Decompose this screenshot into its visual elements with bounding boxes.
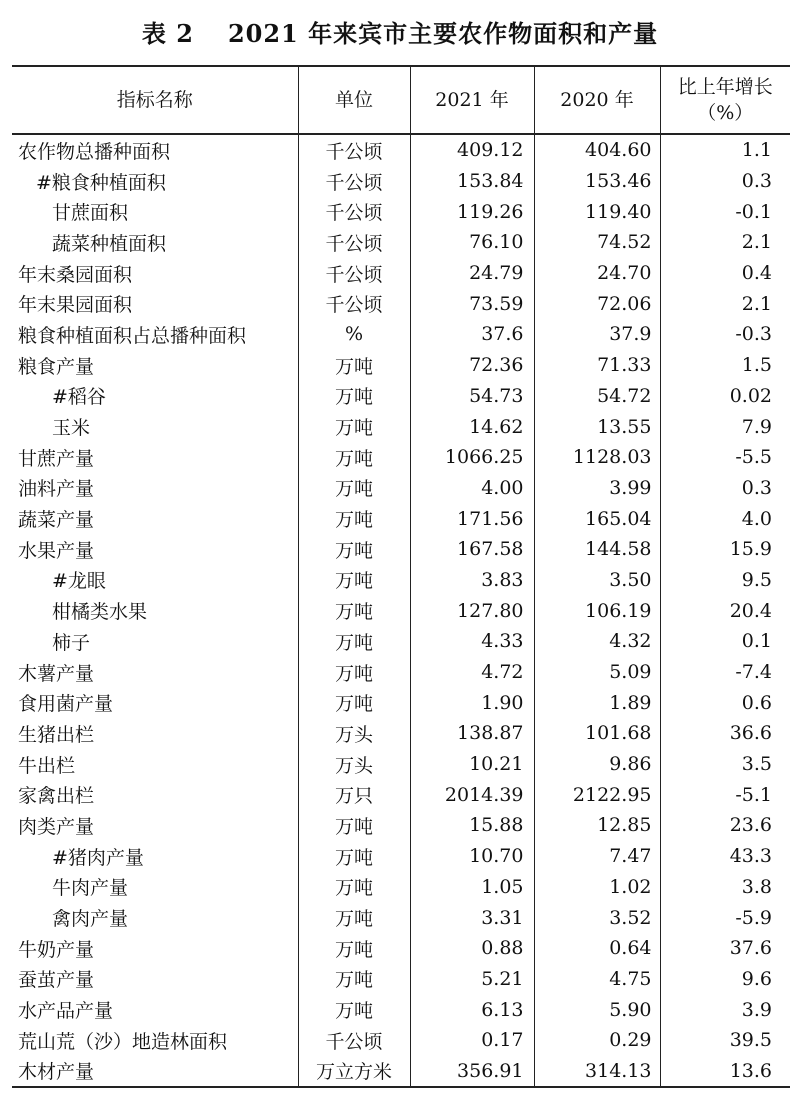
header-growth: 比上年增长 （%） xyxy=(660,66,790,134)
unit-cell: 万吨 xyxy=(298,503,410,534)
value-2021: 1066.25 xyxy=(410,442,534,473)
value-2021: 72.36 xyxy=(410,350,534,381)
value-2020: 153.46 xyxy=(534,166,660,197)
value-2020: 37.9 xyxy=(534,319,660,350)
table-row xyxy=(12,657,790,688)
growth-rate: 37.6 xyxy=(660,933,790,964)
value-2020: 12.85 xyxy=(534,810,660,841)
header-name: 指标名称 xyxy=(12,66,298,134)
table-row xyxy=(12,687,790,718)
growth-rate: 0.4 xyxy=(660,258,790,289)
table-body xyxy=(12,134,790,1087)
growth-rate: 3.5 xyxy=(660,749,790,780)
growth-rate: 3.9 xyxy=(660,994,790,1025)
growth-rate: 0.1 xyxy=(660,626,790,657)
table-row xyxy=(12,166,790,197)
value-2020: 9.86 xyxy=(534,749,660,780)
value-2021: 14.62 xyxy=(410,411,534,442)
unit-cell: 万吨 xyxy=(298,657,410,688)
unit-cell: % xyxy=(298,319,410,350)
unit-cell: 万吨 xyxy=(298,964,410,995)
indicator-name: 肉类产量 xyxy=(12,810,298,841)
value-2020: 3.52 xyxy=(534,902,660,933)
unit-cell: 万吨 xyxy=(298,841,410,872)
unit-cell: 万头 xyxy=(298,718,410,749)
value-2021: 4.72 xyxy=(410,657,534,688)
indicator-name: 木材产量 xyxy=(12,1056,298,1088)
indicator-name: 玉米 xyxy=(12,411,298,442)
unit-cell: 万吨 xyxy=(298,350,410,381)
header-2021: 2021 年 xyxy=(410,66,534,134)
value-2021: 3.83 xyxy=(410,565,534,596)
table-row xyxy=(12,381,790,412)
indicator-name: 粮食产量 xyxy=(12,350,298,381)
value-2021: 10.21 xyxy=(410,749,534,780)
growth-rate: 43.3 xyxy=(660,841,790,872)
value-2021: 153.84 xyxy=(410,166,534,197)
growth-rate: -5.1 xyxy=(660,779,790,810)
growth-rate: 0.02 xyxy=(660,381,790,412)
unit-cell: 万立方米 xyxy=(298,1056,410,1088)
table-row xyxy=(12,565,790,596)
table-row xyxy=(12,319,790,350)
table-number: 表 2 xyxy=(141,19,194,48)
table-row xyxy=(12,933,790,964)
growth-rate: 0.3 xyxy=(660,166,790,197)
table-row xyxy=(12,196,790,227)
growth-rate: 13.6 xyxy=(660,1056,790,1088)
growth-rate: -7.4 xyxy=(660,657,790,688)
table-title xyxy=(0,14,800,49)
table-row xyxy=(12,626,790,657)
value-2020: 1.89 xyxy=(534,687,660,718)
value-2020: 74.52 xyxy=(534,227,660,258)
value-2020: 5.90 xyxy=(534,994,660,1025)
table-row xyxy=(12,841,790,872)
value-2021: 3.31 xyxy=(410,902,534,933)
indicator-name: 水果产量 xyxy=(12,534,298,565)
value-2020: 0.29 xyxy=(534,1025,660,1056)
value-2021: 409.12 xyxy=(410,134,534,166)
value-2020: 101.68 xyxy=(534,718,660,749)
table-row xyxy=(12,350,790,381)
growth-rate: 7.9 xyxy=(660,411,790,442)
value-2020: 2122.95 xyxy=(534,779,660,810)
indicator-name: 蚕茧产量 xyxy=(12,964,298,995)
indicator-name: 食用菌产量 xyxy=(12,687,298,718)
table-row xyxy=(12,718,790,749)
value-2020: 54.72 xyxy=(534,381,660,412)
unit-cell: 万吨 xyxy=(298,994,410,1025)
table-header xyxy=(12,66,790,134)
unit-cell: 万吨 xyxy=(298,933,410,964)
table-row xyxy=(12,473,790,504)
unit-cell: 万吨 xyxy=(298,411,410,442)
unit-cell: 万头 xyxy=(298,749,410,780)
indicator-name: 牛奶产量 xyxy=(12,933,298,964)
indicator-name: 水产品产量 xyxy=(12,994,298,1025)
value-2020: 71.33 xyxy=(534,350,660,381)
indicator-name: #粮食种植面积 xyxy=(12,166,298,197)
value-2021: 6.13 xyxy=(410,994,534,1025)
value-2021: 76.10 xyxy=(410,227,534,258)
indicator-name: 蔬菜产量 xyxy=(12,503,298,534)
growth-rate: -0.1 xyxy=(660,196,790,227)
value-2020: 404.60 xyxy=(534,134,660,166)
unit-cell: 千公顷 xyxy=(298,258,410,289)
header-unit: 单位 xyxy=(298,66,410,134)
value-2021: 15.88 xyxy=(410,810,534,841)
table-row xyxy=(12,442,790,473)
unit-cell: 万吨 xyxy=(298,626,410,657)
value-2020: 144.58 xyxy=(534,534,660,565)
header-2020: 2020 年 xyxy=(534,66,660,134)
indicator-name: 牛出栏 xyxy=(12,749,298,780)
value-2021: 2014.39 xyxy=(410,779,534,810)
growth-rate: 9.6 xyxy=(660,964,790,995)
table-row xyxy=(12,134,790,166)
growth-rate: 39.5 xyxy=(660,1025,790,1056)
value-2021: 167.58 xyxy=(410,534,534,565)
value-2021: 4.00 xyxy=(410,473,534,504)
indicator-name: 生猪出栏 xyxy=(12,718,298,749)
table-row xyxy=(12,872,790,903)
value-2021: 5.21 xyxy=(410,964,534,995)
growth-rate: 0.6 xyxy=(660,687,790,718)
table-row xyxy=(12,994,790,1025)
unit-cell: 万吨 xyxy=(298,442,410,473)
growth-rate: -0.3 xyxy=(660,319,790,350)
value-2020: 4.32 xyxy=(534,626,660,657)
indicator-name: 柑橘类水果 xyxy=(12,595,298,626)
growth-rate: 3.8 xyxy=(660,872,790,903)
indicator-name: 甘蔗面积 xyxy=(12,196,298,227)
value-2021: 356.91 xyxy=(410,1056,534,1088)
value-2021: 1.90 xyxy=(410,687,534,718)
unit-cell: 万吨 xyxy=(298,872,410,903)
unit-cell: 千公顷 xyxy=(298,227,410,258)
indicator-name: 柿子 xyxy=(12,626,298,657)
table-row xyxy=(12,1025,790,1056)
unit-cell: 千公顷 xyxy=(298,196,410,227)
growth-rate: -5.5 xyxy=(660,442,790,473)
table-row xyxy=(12,595,790,626)
unit-cell: 万吨 xyxy=(298,902,410,933)
unit-cell: 万吨 xyxy=(298,381,410,412)
table-row xyxy=(12,227,790,258)
value-2021: 119.26 xyxy=(410,196,534,227)
growth-rate: 1.1 xyxy=(660,134,790,166)
table-row xyxy=(12,288,790,319)
value-2020: 7.47 xyxy=(534,841,660,872)
value-2021: 0.88 xyxy=(410,933,534,964)
value-2020: 314.13 xyxy=(534,1056,660,1088)
value-2021: 37.6 xyxy=(410,319,534,350)
table-row xyxy=(12,411,790,442)
indicator-name: #稻谷 xyxy=(12,381,298,412)
indicator-name: 木薯产量 xyxy=(12,657,298,688)
value-2020: 3.99 xyxy=(534,473,660,504)
indicator-name: 农作物总播种面积 xyxy=(12,134,298,166)
value-2021: 1.05 xyxy=(410,872,534,903)
value-2020: 3.50 xyxy=(534,565,660,596)
value-2021: 171.56 xyxy=(410,503,534,534)
value-2020: 0.64 xyxy=(534,933,660,964)
table-row xyxy=(12,1056,790,1088)
indicator-name: 年末果园面积 xyxy=(12,288,298,319)
value-2021: 10.70 xyxy=(410,841,534,872)
indicator-name: 年末桑园面积 xyxy=(12,258,298,289)
table-title-text: 2021 年来宾市主要农作物面积和产量 xyxy=(227,19,659,48)
growth-rate: 0.3 xyxy=(660,473,790,504)
indicator-name: 甘蔗产量 xyxy=(12,442,298,473)
unit-cell: 万只 xyxy=(298,779,410,810)
unit-cell: 万吨 xyxy=(298,473,410,504)
table-row xyxy=(12,534,790,565)
growth-rate: -5.9 xyxy=(660,902,790,933)
unit-cell: 万吨 xyxy=(298,595,410,626)
value-2020: 1.02 xyxy=(534,872,660,903)
unit-cell: 千公顷 xyxy=(298,134,410,166)
unit-cell: 万吨 xyxy=(298,687,410,718)
value-2020: 4.75 xyxy=(534,964,660,995)
indicator-name: 家禽出栏 xyxy=(12,779,298,810)
unit-cell: 万吨 xyxy=(298,534,410,565)
table-row xyxy=(12,749,790,780)
indicator-name: #龙眼 xyxy=(12,565,298,596)
table-row xyxy=(12,779,790,810)
value-2020: 119.40 xyxy=(534,196,660,227)
growth-rate: 4.0 xyxy=(660,503,790,534)
indicator-name: 油料产量 xyxy=(12,473,298,504)
growth-rate: 23.6 xyxy=(660,810,790,841)
value-2020: 13.55 xyxy=(534,411,660,442)
growth-rate: 20.4 xyxy=(660,595,790,626)
value-2021: 127.80 xyxy=(410,595,534,626)
value-2020: 5.09 xyxy=(534,657,660,688)
value-2020: 1128.03 xyxy=(534,442,660,473)
table-row xyxy=(12,810,790,841)
indicator-name: 牛肉产量 xyxy=(12,872,298,903)
unit-cell: 千公顷 xyxy=(298,1025,410,1056)
value-2020: 165.04 xyxy=(534,503,660,534)
indicator-name: 粮食种植面积占总播种面积 xyxy=(12,319,298,350)
indicator-name: 禽肉产量 xyxy=(12,902,298,933)
indicator-name: #猪肉产量 xyxy=(12,841,298,872)
table-row xyxy=(12,258,790,289)
table-row xyxy=(12,503,790,534)
growth-rate: 1.5 xyxy=(660,350,790,381)
table-row xyxy=(12,964,790,995)
growth-rate: 2.1 xyxy=(660,288,790,319)
table-row xyxy=(12,902,790,933)
value-2020: 24.70 xyxy=(534,258,660,289)
value-2021: 73.59 xyxy=(410,288,534,319)
growth-rate: 2.1 xyxy=(660,227,790,258)
value-2021: 24.79 xyxy=(410,258,534,289)
value-2020: 72.06 xyxy=(534,288,660,319)
value-2020: 106.19 xyxy=(534,595,660,626)
value-2021: 4.33 xyxy=(410,626,534,657)
data-table xyxy=(12,65,790,1088)
growth-rate: 9.5 xyxy=(660,565,790,596)
unit-cell: 万吨 xyxy=(298,810,410,841)
value-2021: 138.87 xyxy=(410,718,534,749)
unit-cell: 千公顷 xyxy=(298,166,410,197)
indicator-name: 荒山荒（沙）地造林面积 xyxy=(12,1025,298,1056)
growth-rate: 36.6 xyxy=(660,718,790,749)
value-2021: 0.17 xyxy=(410,1025,534,1056)
value-2021: 54.73 xyxy=(410,381,534,412)
indicator-name: 蔬菜种植面积 xyxy=(12,227,298,258)
unit-cell: 千公顷 xyxy=(298,288,410,319)
unit-cell: 万吨 xyxy=(298,565,410,596)
growth-rate: 15.9 xyxy=(660,534,790,565)
